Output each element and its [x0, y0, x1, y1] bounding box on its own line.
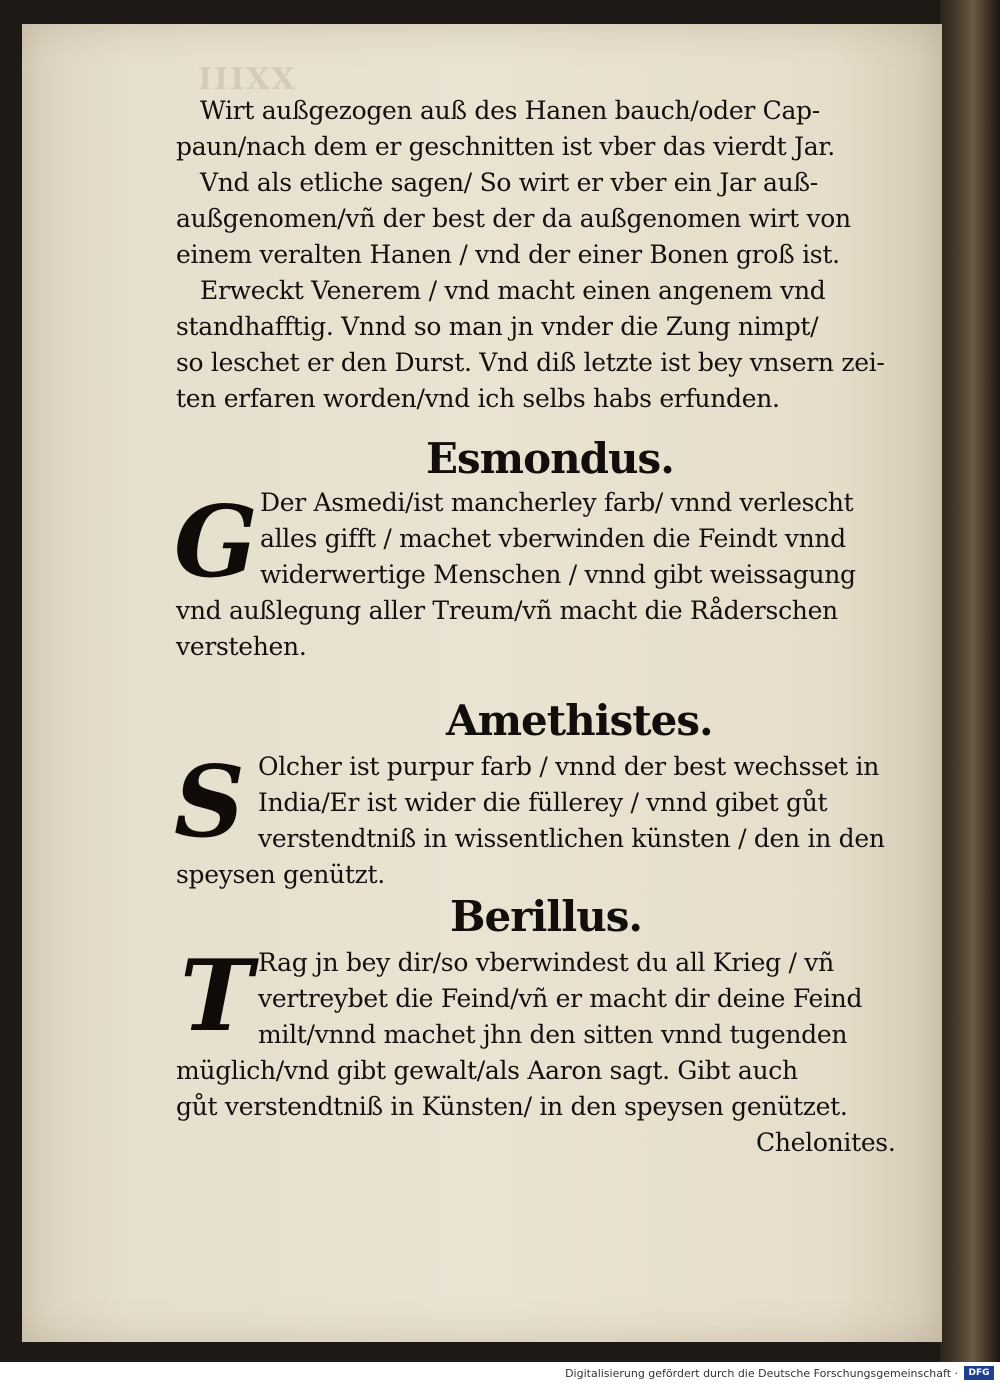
text-line: India/Er ist wider die füllerey / vnnd gibet gůt	[258, 788, 828, 817]
text-line: verstendtniß in wissentlichen künsten / den in den	[258, 824, 885, 853]
text-line: Wirt außgezogen auß des Hanen bauch/oder Cap-	[200, 96, 820, 125]
drop-cap-initial: T	[180, 939, 253, 1054]
text-line: ten erfaren worden/vnd ich selbs habs erfunden.	[176, 384, 780, 413]
text-line: standhafftig. Vnnd so man jn vnder die Zung nimpt/	[176, 312, 819, 341]
funding-credit: Digitalisierung gefördert durch die Deutsche Forschungsgemeinschaft ·	[565, 1367, 958, 1380]
text-line: Rag jn bey dir/so vberwindest du all Krieg / vñ	[258, 948, 834, 977]
drop-cap-initial: S	[174, 745, 245, 860]
text-line: verstehen.	[176, 632, 307, 661]
text-line: einem veralten Hanen / vnd der einer Bonen groß ist.	[176, 240, 840, 269]
digitization-footer	[0, 1362, 1000, 1386]
text-line: Vnd als etliche sagen/ So wirt er vber ein Jar auß-	[200, 168, 818, 197]
text-line: außgenomen/vñ der best der da außgenomen wirt von	[176, 204, 851, 233]
text-line: paun/nach dem er geschnitten ist vber das vierdt Jar.	[176, 132, 835, 161]
folio-number: IIIXX	[198, 62, 297, 97]
text-line: alles gifft / machet vberwinden die Feindt vnnd	[260, 524, 846, 553]
book-page	[22, 24, 942, 1342]
text-line: gůt verstendtniß in Künsten/ in den speysen genützet.	[176, 1092, 848, 1121]
section-heading-esmondus: Esmondus.	[426, 434, 674, 483]
text-line: Olcher ist purpur farb / vnnd der best wechsset in	[258, 752, 880, 781]
section-heading-amethistes: Amethistes.	[446, 696, 713, 745]
text-line: Der Asmedi/ist mancherley farb/ vnnd verlescht	[260, 488, 854, 517]
text-line: widerwertige Menschen / vnnd gibt weissagung	[260, 560, 856, 589]
text-line: speysen genützt.	[176, 860, 385, 889]
book-page-edge	[940, 0, 1000, 1362]
text-line: vnd außlegung aller Treum/vñ macht die Råderschen	[176, 596, 838, 625]
text-line: müglich/vnd gibt gewalt/als Aaron sagt. Gibt auch	[176, 1056, 798, 1085]
text-line: milt/vnnd machet jhn den sitten vnnd tugenden	[258, 1020, 848, 1049]
text-line: Erweckt Venerem / vnd macht einen angenem vnd	[200, 276, 826, 305]
drop-cap-initial: G	[174, 485, 258, 600]
text-line: vertreybet die Feind/vñ er macht dir deine Feind	[258, 984, 863, 1013]
dfg-logo[interactable]: DFG	[964, 1366, 994, 1380]
text-line: so leschet er den Durst. Vnd diß letzte ist bey vnsern zei-	[176, 348, 885, 377]
catchword: Chelonites.	[756, 1128, 896, 1157]
section-heading-berillus: Berillus.	[450, 892, 643, 941]
